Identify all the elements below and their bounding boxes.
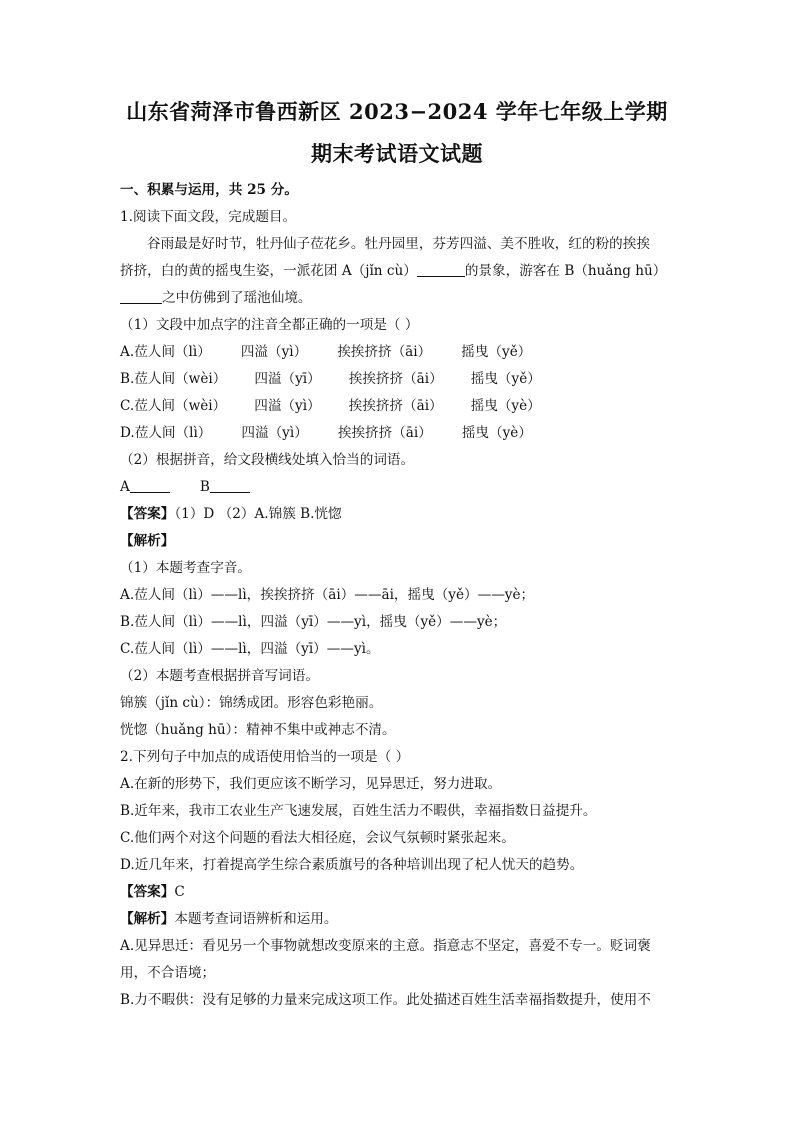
passage-line-1: 谷雨最是好时节，牡丹仙子莅花乡。牡丹园里，芬芳四溢、美不胜收，红的粉的挨挨: [147, 236, 650, 252]
fill-label-b: B: [199, 479, 210, 495]
question-1-sub1: （1）文段中加点字的注音全都正确的一项是（ ）: [120, 317, 419, 333]
option-row-d: [120, 420, 680, 447]
option-a-col1: A.莅人间（lì）: [120, 344, 211, 360]
blank-b: [120, 289, 162, 304]
fill-blank-a: [130, 478, 170, 493]
passage-line-3: [120, 285, 680, 312]
question-1-stem: 1.阅读下面文段，完成题目。: [120, 209, 297, 225]
passage-line-2a: 挤挤，白的黄的摇曳生姿，一派花团 A（jǐn cù）: [120, 263, 417, 279]
answer-label: 【答案】: [120, 506, 175, 522]
analysis-line: （1）本题考查字音。: [120, 560, 251, 576]
option-d-col1: D.莅人间（lì）: [120, 425, 212, 441]
option-d-col2: 四溢（yì）: [241, 425, 308, 441]
fill-label-a: A: [120, 479, 130, 495]
answer-text: （1）D （2）A.锦簇 B.恍惚: [174, 506, 342, 522]
option-b-col2: 四溢（yī）: [254, 371, 321, 387]
question-2-answer: [120, 879, 680, 906]
option-a-col3: 挨挨挤挤（āi）: [337, 344, 432, 360]
analysis-line: C.莅人间（lì）——lì，四溢（yī）——yì。: [120, 641, 380, 657]
analysis-line: A.莅人间（lì）——lì，挨挨挤挤（āi）——āi，摇曳（yě）——yè；: [120, 587, 535, 603]
option-d-col3: 挨挨挤挤（āi）: [337, 425, 432, 441]
analysis-line: 锦簇（jǐn cù）：锦绣成团。形容色彩艳丽。: [120, 695, 383, 711]
option-b-col4: 摇曳（yě）: [470, 371, 541, 387]
analysis-line: A.见异思迁：看见另一个事物就想改变原来的主意。指意志不坚定，喜爱不专一。贬词褒: [120, 938, 651, 954]
analysis-line: 用，不合语境；: [120, 965, 216, 981]
option-a-col2: 四溢（yì）: [240, 344, 308, 360]
question-2-option: D.近几年来，打着提高学生综合素质旗号的各种培训出现了杞人忧天的趋势。: [120, 857, 584, 873]
option-row-a: [120, 339, 680, 366]
question-2-option: B.近年来，我市工农业生产飞速发展，百姓生活力不暇供，幸福指数日益提升。: [120, 803, 597, 819]
document-body: [120, 177, 680, 1014]
analysis-label: 【解析】: [120, 911, 175, 927]
option-c-col3: 挨挨挤挤（āi）: [348, 398, 443, 414]
analysis-text: 本题考查词语辨析和运用。: [174, 911, 338, 927]
option-d-col4: 摇曳（yè）: [461, 425, 532, 441]
answer-text: C: [174, 884, 185, 900]
option-c-col2: 四溢（yì）: [254, 398, 321, 414]
blank-a: [417, 262, 465, 277]
analysis-line: B.力不暇供：没有足够的力量来完成这项工作。此处描述百姓生活幸福指数提升，使用不: [120, 992, 651, 1008]
question-2-option: C.他们两个对这个问题的看法大相径庭，会议气氛顿时紧张起来。: [120, 830, 515, 846]
analysis-line: B.莅人间（lì）——lì，四溢（yī）——yì，摇曳（yě）——yè；: [120, 614, 507, 630]
option-c-col4: 摇曳（yè）: [470, 398, 541, 414]
passage-line-3-text: 之中仿佛到了瑶池仙境。: [162, 290, 312, 306]
question-1-sub2: （2）根据拼音，给文段横线处填入恰当的词语。: [120, 452, 415, 468]
fill-blanks-row: [120, 474, 680, 501]
passage-line-2: [120, 258, 680, 285]
option-b-col1: B.莅人间（wèi）: [120, 371, 227, 387]
section-heading: 一、积累与运用，共 25 分。: [120, 182, 298, 198]
option-a-col4: 摇曳（yě）: [461, 344, 532, 360]
question-1-analysis-label: 【解析】: [120, 533, 175, 549]
passage-line-2b: 的景象，游客在 B（huǎng hū）: [464, 263, 667, 279]
document-title-line2: 期末考试语文试题: [311, 141, 483, 166]
analysis-line: 恍惚（huǎng hū）：精神不集中或神志不清。: [120, 722, 396, 738]
option-row-b: [120, 366, 680, 393]
analysis-line: （2）本题考查根据拼音写词语。: [120, 668, 319, 684]
option-row-c: [120, 393, 680, 420]
question-2-analysis: [120, 906, 680, 933]
option-c-col1: C.莅人间（wèi）: [120, 398, 227, 414]
fill-blank-b: [210, 478, 250, 493]
question-1-answer: [120, 501, 680, 528]
document-title-line1: 山东省菏泽市鲁西新区 2023−2024 学年七年级上学期: [126, 99, 668, 124]
answer-label: 【答案】: [120, 884, 175, 900]
option-b-col3: 挨挨挤挤（āi）: [348, 371, 443, 387]
question-2-option: A.在新的形势下，我们更应该不断学习，见异思迁，努力进取。: [120, 776, 502, 792]
question-2-stem: 2.下列句子中加点的成语使用恰当的一项是（ ）: [120, 749, 410, 765]
